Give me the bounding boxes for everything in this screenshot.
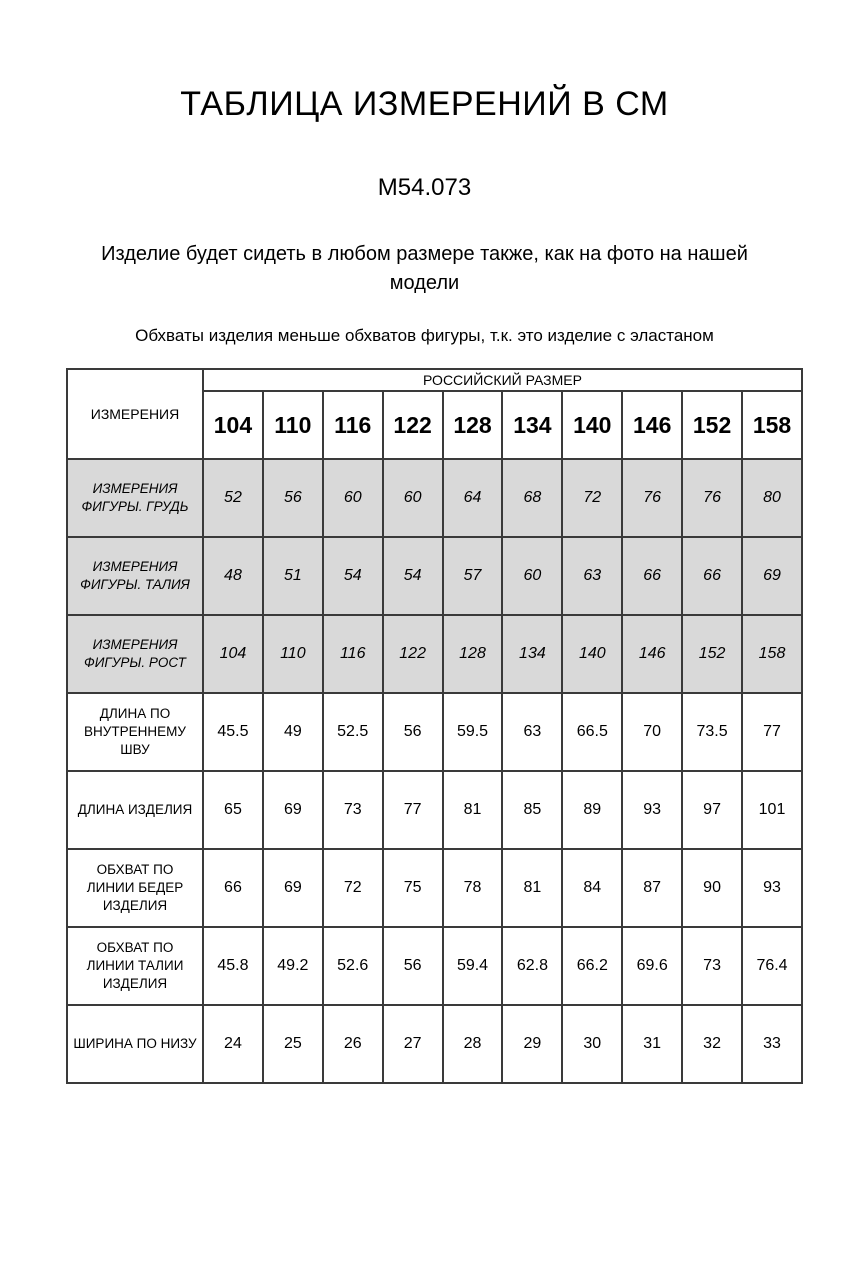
- measurements-body: [67, 459, 802, 1083]
- value-cell: 68: [502, 459, 562, 537]
- row-label: ШИРИНА ПО НИЗУ: [67, 1005, 203, 1083]
- size-header-cell: 146: [622, 391, 682, 459]
- value-cell: 76.4: [742, 927, 802, 1005]
- article-code: М54.073: [377, 174, 472, 201]
- table-row: [67, 693, 802, 771]
- value-cell: 81: [443, 771, 503, 849]
- measurements-corner-header: ИЗМЕРЕНИЯ: [67, 369, 203, 459]
- value-cell: 66: [682, 537, 742, 615]
- value-cell: 76: [622, 459, 682, 537]
- value-cell: 45.5: [203, 693, 263, 771]
- value-cell: 25: [263, 1005, 323, 1083]
- value-cell: 33: [742, 1005, 802, 1083]
- value-cell: 87: [622, 849, 682, 927]
- value-cell: 64: [443, 459, 503, 537]
- table-row: [67, 1005, 802, 1083]
- value-cell: 104: [203, 615, 263, 693]
- value-cell: 90: [682, 849, 742, 927]
- value-cell: 56: [383, 927, 443, 1005]
- value-cell: 57: [443, 537, 503, 615]
- size-header-cell: 122: [383, 391, 443, 459]
- row-label: ДЛИНА ИЗДЕЛИЯ: [67, 771, 203, 849]
- value-cell: 84: [562, 849, 622, 927]
- table-row: [67, 849, 802, 927]
- value-cell: 89: [562, 771, 622, 849]
- table-head: [67, 369, 802, 459]
- value-cell: 80: [742, 459, 802, 537]
- value-cell: 93: [622, 771, 682, 849]
- table-row: [67, 927, 802, 1005]
- size-header-cell: 128: [443, 391, 503, 459]
- value-cell: 78: [443, 849, 503, 927]
- size-header-cell: 110: [263, 391, 323, 459]
- value-cell: 69: [263, 849, 323, 927]
- value-cell: 140: [562, 615, 622, 693]
- table-row: [67, 771, 802, 849]
- value-cell: 28: [443, 1005, 503, 1083]
- value-cell: 110: [263, 615, 323, 693]
- value-cell: 128: [443, 615, 503, 693]
- value-cell: 32: [682, 1005, 742, 1083]
- size-header-cell: 152: [682, 391, 742, 459]
- table-row: [67, 459, 802, 537]
- value-cell: 52.6: [323, 927, 383, 1005]
- fit-note: Изделие будет сидеть в любом размере также, как на фото на нашей модели: [101, 243, 748, 294]
- group-header-row: [67, 369, 802, 391]
- value-cell: 69.6: [622, 927, 682, 1005]
- elastane-note: Обхваты изделия меньше обхватов фигуры, т.к. это изделие с эластаном: [135, 326, 714, 345]
- value-cell: 76: [682, 459, 742, 537]
- row-label: ДЛИНА ПО ВНУТРЕННЕМУ ШВУ: [67, 693, 203, 771]
- value-cell: 24: [203, 1005, 263, 1083]
- value-cell: 75: [383, 849, 443, 927]
- value-cell: 134: [502, 615, 562, 693]
- value-cell: 49.2: [263, 927, 323, 1005]
- value-cell: 158: [742, 615, 802, 693]
- value-cell: 73: [682, 927, 742, 1005]
- value-cell: 77: [742, 693, 802, 771]
- row-label: ОБХВАТ ПО ЛИНИИ ТАЛИИ ИЗДЕЛИЯ: [67, 927, 203, 1005]
- value-cell: 72: [562, 459, 622, 537]
- size-header-cell: 116: [323, 391, 383, 459]
- value-cell: 63: [502, 693, 562, 771]
- value-cell: 81: [502, 849, 562, 927]
- value-cell: 62.8: [502, 927, 562, 1005]
- value-cell: 69: [263, 771, 323, 849]
- value-cell: 65: [203, 771, 263, 849]
- size-header-cell: 140: [562, 391, 622, 459]
- size-header-cell: 134: [502, 391, 562, 459]
- row-label: ОБХВАТ ПО ЛИНИИ БЕДЕР ИЗДЕЛИЯ: [67, 849, 203, 927]
- value-cell: 27: [383, 1005, 443, 1083]
- value-cell: 85: [502, 771, 562, 849]
- value-cell: 31: [622, 1005, 682, 1083]
- size-header-cell: 158: [742, 391, 802, 459]
- value-cell: 66.5: [562, 693, 622, 771]
- value-cell: 30: [562, 1005, 622, 1083]
- value-cell: 56: [263, 459, 323, 537]
- value-cell: 70: [622, 693, 682, 771]
- value-cell: 72: [323, 849, 383, 927]
- value-cell: 116: [323, 615, 383, 693]
- value-cell: 48: [203, 537, 263, 615]
- value-cell: 52: [203, 459, 263, 537]
- value-cell: 54: [323, 537, 383, 615]
- value-cell: 66.2: [562, 927, 622, 1005]
- row-label: ИЗМЕРЕНИЯ ФИГУРЫ. РОСТ: [67, 615, 203, 693]
- value-cell: 152: [682, 615, 742, 693]
- value-cell: 97: [682, 771, 742, 849]
- value-cell: 77: [383, 771, 443, 849]
- value-cell: 60: [502, 537, 562, 615]
- size-header-cell: 104: [203, 391, 263, 459]
- value-cell: 69: [742, 537, 802, 615]
- value-cell: 52.5: [323, 693, 383, 771]
- value-cell: 59.4: [443, 927, 503, 1005]
- value-cell: 51: [263, 537, 323, 615]
- value-cell: 29: [502, 1005, 562, 1083]
- value-cell: 73: [323, 771, 383, 849]
- russian-size-header: РОССИЙСКИЙ РАЗМЕР: [203, 369, 802, 391]
- value-cell: 73.5: [682, 693, 742, 771]
- value-cell: 49: [263, 693, 323, 771]
- row-label: ИЗМЕРЕНИЯ ФИГУРЫ. ГРУДЬ: [67, 459, 203, 537]
- value-cell: 146: [622, 615, 682, 693]
- value-cell: 122: [383, 615, 443, 693]
- value-cell: 56: [383, 693, 443, 771]
- table-row: [67, 615, 802, 693]
- value-cell: 66: [203, 849, 263, 927]
- table-row: [67, 537, 802, 615]
- value-cell: 60: [323, 459, 383, 537]
- value-cell: 45.8: [203, 927, 263, 1005]
- value-cell: 63: [562, 537, 622, 615]
- value-cell: 54: [383, 537, 443, 615]
- value-cell: 26: [323, 1005, 383, 1083]
- value-cell: 60: [383, 459, 443, 537]
- measurements-table: [66, 368, 803, 1084]
- value-cell: 66: [622, 537, 682, 615]
- page-title: ТАБЛИЦА ИЗМЕРЕНИЙ В СМ: [180, 85, 669, 123]
- value-cell: 93: [742, 849, 802, 927]
- size-chart-page: [0, 85, 849, 1285]
- row-label: ИЗМЕРЕНИЯ ФИГУРЫ. ТАЛИЯ: [67, 537, 203, 615]
- value-cell: 59.5: [443, 693, 503, 771]
- value-cell: 101: [742, 771, 802, 849]
